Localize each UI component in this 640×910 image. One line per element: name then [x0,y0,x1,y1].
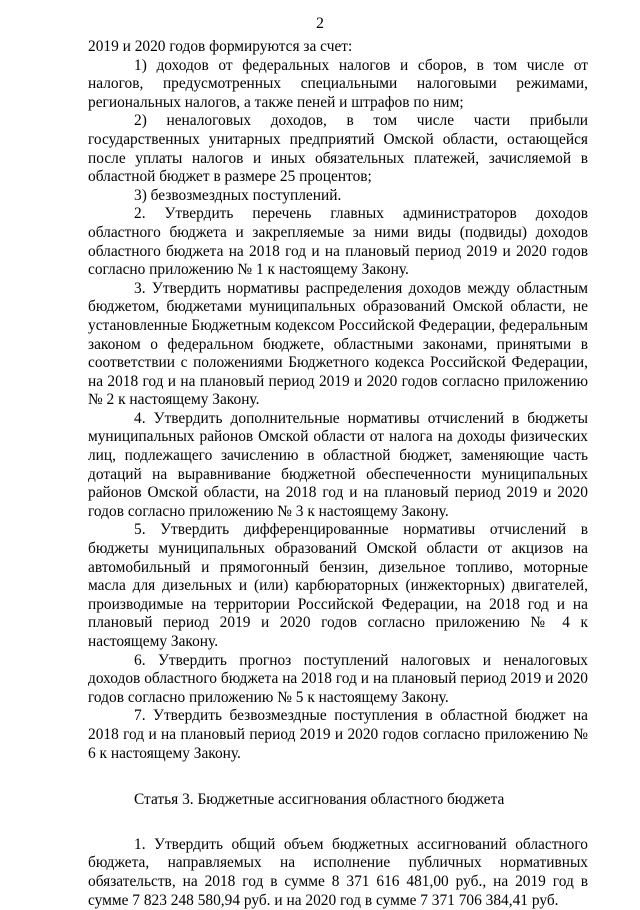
paragraph-clause-4: 4. Утвердить дополнительные нормативы отчислений в бюджеты муниципальных районов Омской области от налога на доходы физических лиц, подлежащего зачислению в областной бюджет, заменяющие часть дотаций на выравнивание бюджетной обеспеченности муниципальных районов Омской области, на 2018 год и на плановый период 2019 и 2020 годов согласно приложению № 3 к настоящему Закону. [88,409,588,520]
paragraph-item-1: 1) доходов от федеральных налогов и сборов, в том числе от налогов, предусмотренных специальными налоговыми режимами, региональных налогов, а также пеней и штрафов по ним; [88,56,588,111]
paragraph-item-2: 2) неналоговых доходов, в том числе части прибыли государственных унитарных предприятий Омской области, остающейся после уплаты налогов и иных обязательных платежей, зачисляемой в областной бюджет в размере 25 процентов; [88,112,588,186]
paragraph-clause-7: 7. Утвердить безвозмездные поступления в областной бюджет на 2018 год и на плановый период 2019 и 2020 годов согласно приложению № 6 к настоящему Закону. [88,707,588,762]
paragraph-clause-3: 3. Утвердить нормативы распределения доходов между областным бюджетом, бюджетами муниципальных образований Омской области, не установленные Бюджетным кодексом Российской Федерации, федеральным законом о федеральном бюджете, областными законами, принятыми в соответствии с положениями Бюджетного кодекса Российской Федерации, на 2018 год и на плановый период 2019 и 2020 годов согласно приложению № 2 к настоящему Закону. [88,279,588,409]
paragraph-clause-5: 5. Утвердить дифференцированные нормативы отчислений в бюджеты муниципальных образований Омской области от акцизов на автомобильный и прямогонный бензин, дизельное топливо, моторные масла для дизельных и (или) карбюраторных (инжекторных) двигателей, производимые на территории Российской Федерации, на 2018 год и на плановый период 2019 и 2020 годов согласно приложению № 4 к настоящему Закону. [88,521,588,650]
paragraph-continuation: 2019 и 2020 годов формируются за счет: [88,38,353,55]
paragraph-clause-2: 2. Утвердить перечень главных администраторов доходов областного бюджета и закрепляемые за ними виды (подвиды) доходов областного бюджета на 2018 год и на плановый период 2019 и 2020 годов согласно приложению № 1 к настоящему Закону. [88,205,588,279]
paragraph-article3-clause-1: 1. Утвердить общий объем бюджетных ассигнований областного бюджета, направляемых на исполнение публичных нормативных обязательств, на 2018 год в сумме 8 371 616 481,00 руб., на 2019 год в сумме 7 823 248 580,94 руб. и на 2020 год в сумме 7 371 706 384,41 руб. [88,835,588,909]
paragraph-clause-6: 6. Утвердить прогноз поступлений налоговых и неналоговых доходов областного бюджета на 2018 год и на плановый период 2019 и 2020 годов согласно приложению № 5 к настоящему Закону. [88,651,588,706]
article-heading: Статья 3. Бюджетные ассигнования областного бюджета [134,791,505,809]
paragraph-item-3: 3) безвозмездных поступлений. [134,186,342,204]
document-body [88,0,588,910]
page-number: 2 [316,15,324,32]
